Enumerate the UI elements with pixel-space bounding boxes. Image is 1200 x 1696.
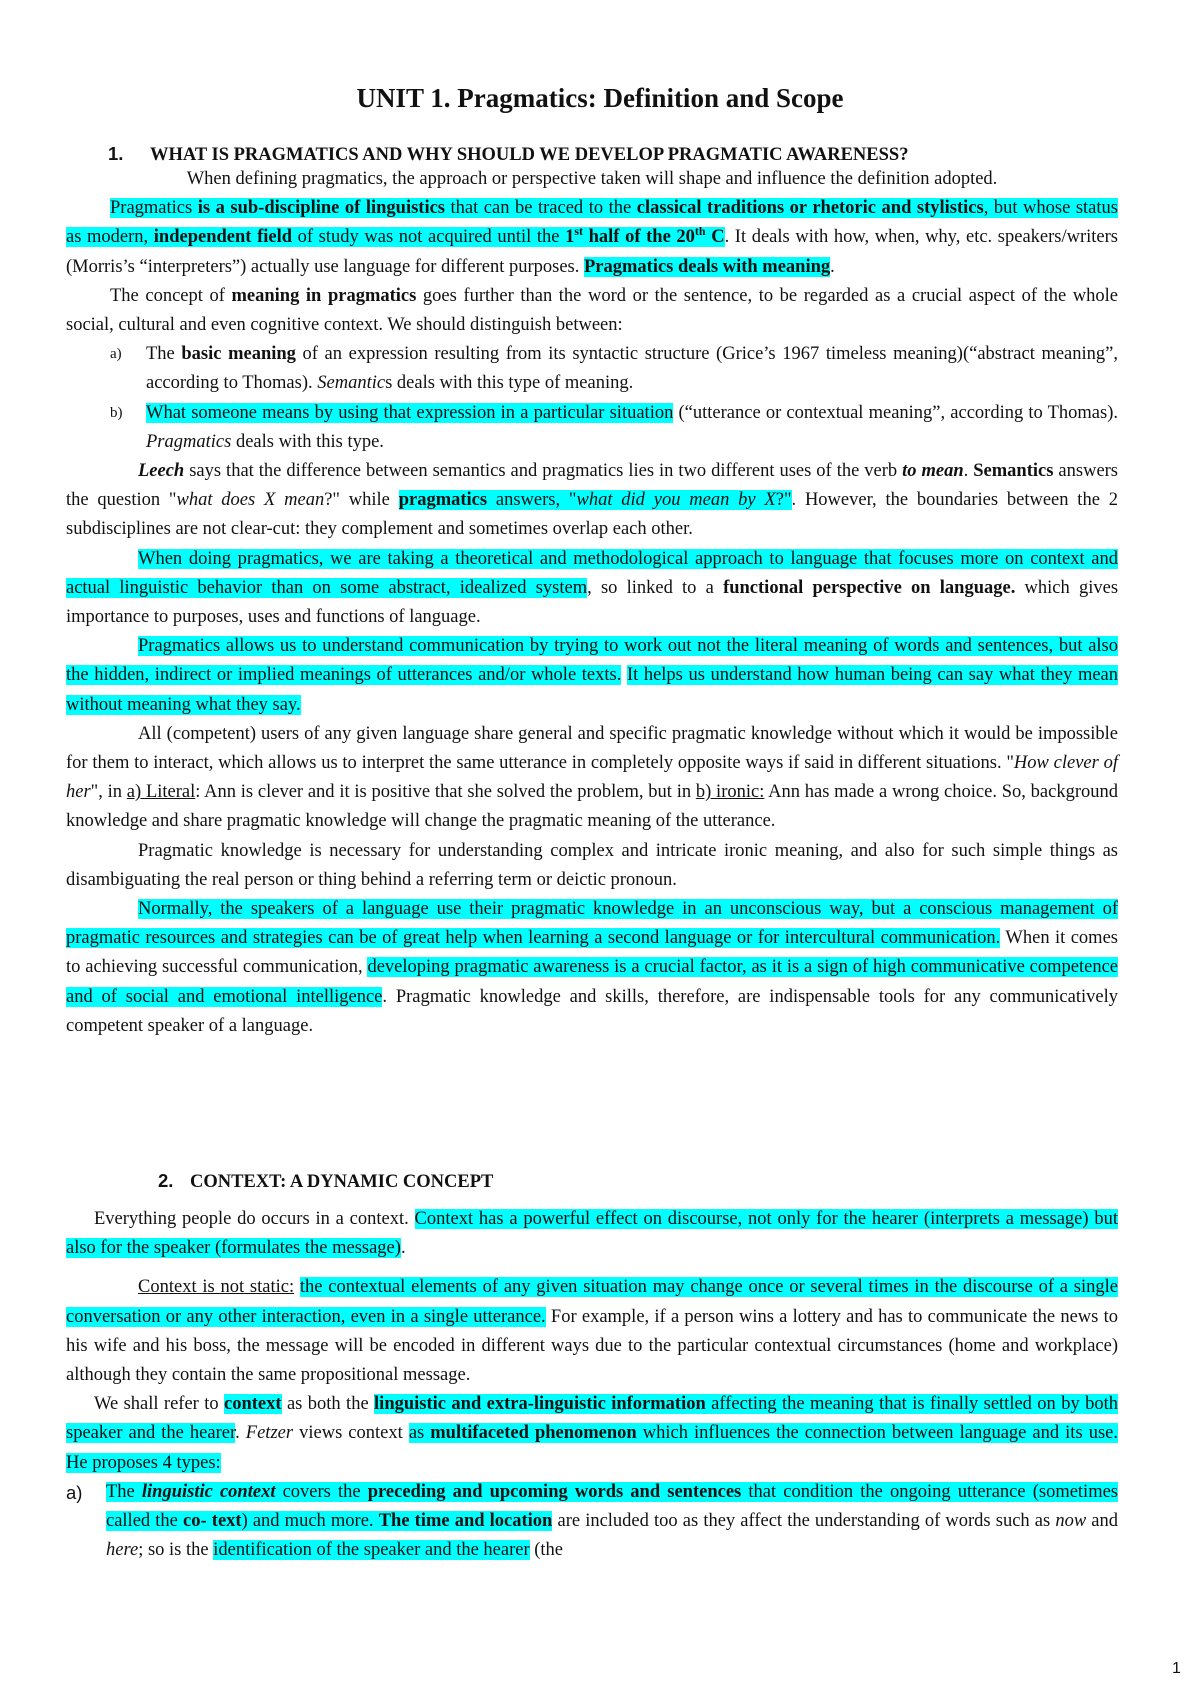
page-number: 1 — [1172, 1660, 1181, 1677]
paragraph: All (competent) users of any given language share general and specific pragmatic knowledge without which it would be impossible for them to interact, which allows us to interpret the same utterance in completely opposite ways if said in different situations. "How clever of her", in a) Literal: Ann is clever and it is positive that she solved the problem, but in b) ironic: Ann has made a wrong choice. So, background knowledge and share pragmatic knowledge will change the pragmatic meaning of the utterance. — [66, 723, 1118, 832]
page-title: UNIT 1. Pragmatics: Definition and Scope — [356, 83, 844, 113]
list-item: a) The basic meaning of an expression resulting from its syntactic structure (Grice’s 1967 timeless meaning)(“abstract meaning”, according to Thomas). Semantics deals with this type of meaning. — [110, 344, 1118, 394]
paragraph: Leech says that the difference between semantics and pragmatics lies in two different uses of the verb to mean. Semantics answers the question "what does X mean?" while pragmatics answers, "what did you mean by X?". However, the boundaries between the 2 subdisciplines are not clear-cut: they complement and sometimes overlap each other. — [66, 461, 1119, 540]
section-number: 1. — [108, 143, 124, 164]
section-heading-text: CONTEXT: A DYNAMIC CONCEPT — [190, 1172, 494, 1192]
section-2-body — [66, 1205, 1118, 1565]
section-heading-2 — [158, 1168, 1158, 1195]
section-number: 2. — [158, 1170, 174, 1191]
paragraph: The concept of meaning in pragmatics goes further than the word or the sentence, to be regarded as a crucial aspect of the whole social, cultural and even cognitive context. We should distinguish between: — [66, 285, 1118, 336]
list-item: b) What someone means by using that expression in a particular situation (“utterance or contextual meaning”, according to Thomas). Pragmatics deals with this type. — [110, 402, 1118, 452]
paragraph: Normally, the speakers of a language use their pragmatic knowledge in an unconscious way, but a conscious management of pragmatic resources and strategies can be of great help when learning a second language or for intercultural communication. When it comes to achieving successful communication, developing pragmatic awareness is a crucial factor, as it is a sign of high communicative competence and of social and emotional intelligence. Pragmatic knowledge and skills, therefore, are indispensable tools for any communicatively competent speaker of a language. — [66, 899, 1118, 1036]
section-heading-text: WHAT IS PRAGMATICS AND WHY SHOULD WE DEVELOP PRAGMATIC AWARENESS? — [150, 145, 909, 165]
paragraph: Everything people do occurs in a context. Context has a powerful effect on discourse, not only for the hearer (interprets a message) but also for the speaker (formulates the message). — [66, 1209, 1118, 1259]
paragraph: Context is not static: the contextual elements of any given situation may change once or several times in the discourse of a single conversation or any other interaction, even in a single utterance. For example, if a person wins a lottery and has to communicate the news to his wife and his boss, the message will be encoded in different ways due to the particular contextual circumstances (home and workplace) although they contain the same propositional message. — [66, 1277, 1119, 1386]
paragraph: Pragmatics allows us to understand communication by trying to work out not the literal meaning of words and sentences, but also the hidden, indirect or implied meanings of utterances and/or whole texts. It helps us understand how human being can say what they mean without meaning what they say. — [66, 636, 1119, 715]
paragraph: When doing pragmatics, we are taking a theoretical and methodological approach to language that focuses more on context and actual linguistic behavior than on some abstract, idealized system, so linked to a functional perspective on language. which gives importance to purposes, uses and functions of language. — [66, 548, 1119, 628]
section-1-body — [66, 165, 1118, 1041]
list-item: a) The linguistic context covers the preceding and upcoming words and sentences that condition the ongoing utterance (sometimes called the co- text) and much more. The time and location are included too as they affect the understanding of words such as now and here; so is the identification of the speaker and the hearer (the — [66, 1481, 1119, 1561]
paragraph: Pragmatic knowledge is necessary for understanding complex and intricate ironic meaning, and also for such simple things as disambiguating the real person or thing behind a referring term or deictic pronoun. — [66, 840, 1118, 890]
paragraph: We shall refer to context as both the linguistic and extra-linguistic information affecting the meaning that is finally settled on by both speaker and the hearer. Fetzer views context as multifaceted phenomenon which influences the connection between language and its use. He proposes 4 types: — [66, 1394, 1118, 1473]
paragraph: When defining pragmatics, the approach or perspective taken will shape and influence the definition adopted. — [186, 169, 998, 189]
paragraph: Pragmatics is a sub-discipline of linguistics that can be traced to the classical traditions or rhetoric and stylistics, but whose status as modern, independent field of study was not acquired until the 1st half of the 20th C. It deals with how, when, why, etc. speakers/writers (Morris’s “interpreters”) actually use language for different purposes. Pragmatics deals with meaning. — [66, 198, 1118, 277]
section-heading-1 — [108, 141, 1108, 168]
